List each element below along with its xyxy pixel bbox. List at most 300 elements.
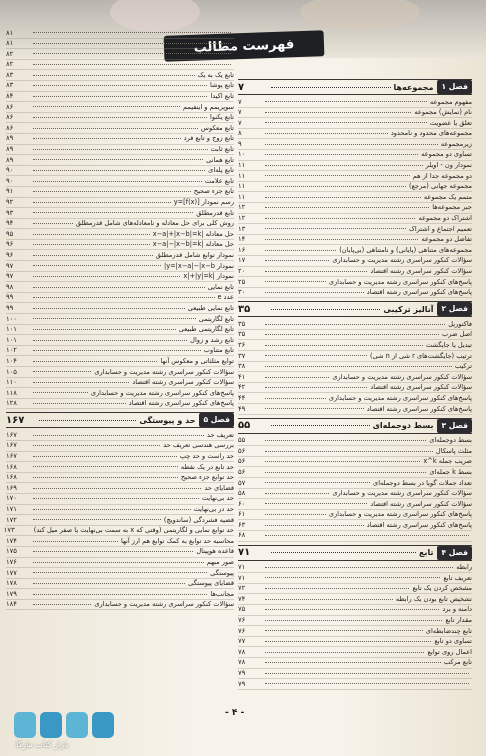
chapter-heading (238, 545, 472, 561)
entry-title: نمودار |x|+|y|=k (183, 272, 234, 281)
entry-page: ۴۲ (238, 383, 246, 392)
entry-title: اشتراک دو مجموعه (418, 214, 472, 223)
dot-leader (265, 207, 429, 208)
dot-leader (33, 318, 196, 319)
entry-title: نمودار ون - اویلر (425, 161, 472, 170)
toc-entry (6, 346, 234, 357)
toc-entry (238, 383, 472, 394)
entry-page: ۸۱ (6, 39, 14, 48)
toc-entry (6, 505, 234, 516)
toc-entry (6, 240, 234, 251)
toc-entry (238, 97, 472, 108)
dot-leader (265, 482, 370, 483)
entry-title: مفهوم مجموعه (430, 97, 472, 106)
entry-title: تعلق یا عضویت (429, 118, 472, 127)
dot-leader (33, 466, 178, 467)
entry-title: سؤالات کنکور سراسری رشته مدیریت و حسابداری (94, 367, 234, 376)
entry-title: مجموعه جهانی (مرجع) (408, 182, 472, 191)
toc-entry (238, 203, 472, 214)
entry-page: ۱۰۱ (6, 325, 17, 334)
entry-page: ۳۷ (238, 351, 246, 360)
header-decoration (300, 0, 420, 30)
dot-leader (33, 371, 91, 372)
dot-leader (33, 106, 180, 107)
entry-page: ۱۰۲ (6, 346, 17, 355)
dot-leader (265, 408, 364, 409)
entry-title: اعمال روی توابع (427, 647, 472, 656)
entry-page: ۱۷۹ (6, 589, 17, 598)
toc-entry (238, 330, 472, 341)
entry-title: سؤالات کنکور سراسری رشته مدیریت و حسابداری (332, 372, 472, 381)
entry-page: ۱۸۴ (6, 600, 17, 609)
dot-leader (33, 392, 88, 393)
toc-entry (238, 108, 472, 119)
entry-page: ۷ (238, 118, 242, 127)
entry-page: ۷۶ (238, 626, 246, 635)
toc-entry (238, 267, 472, 278)
entry-title: حد توابع نمایی و لگاریتمی (وقتی که x به سمت بی‌نهایت یا صفر میل کند) (33, 526, 234, 535)
dot-leader (265, 260, 329, 261)
entry-title: تابع زوج و تابع فرد (183, 134, 234, 143)
entry-title: مثلث پاسکال (435, 446, 472, 455)
entry-page: ۱۱ (238, 182, 246, 191)
entry-title: تعریف حد (207, 430, 234, 439)
dot-leader (33, 234, 150, 235)
toc-entry (6, 441, 234, 452)
toc-entry (6, 494, 234, 505)
entry-page: ۹۰ (6, 166, 14, 175)
entry-page: ۳۰ (238, 288, 246, 297)
dot-leader (265, 387, 367, 388)
entry-title: مشخص کردن یک تابع (412, 584, 472, 593)
entry-page: ۵۷ (238, 478, 246, 487)
chapter-heading (238, 418, 472, 434)
entry-page: ۷۵ (238, 605, 246, 614)
dot-leader (265, 641, 431, 642)
dot-leader (265, 271, 367, 272)
entry-title: تابع لگاریتمی طبیعی (178, 325, 234, 334)
entry-page: ۶۳ (238, 520, 246, 529)
toc-entry (6, 473, 234, 484)
toc-entry (6, 155, 234, 166)
toc-entry (6, 293, 234, 304)
toc-entry (6, 515, 234, 526)
entry-page: ۹۰ (6, 176, 14, 185)
dot-leader (33, 223, 73, 224)
toc-entry (6, 166, 234, 177)
entry-page: ۷۸ (238, 647, 246, 656)
toc-entry (238, 679, 472, 690)
entry-page: ۹۲ (6, 198, 14, 206)
entry-page: ۸۱ (6, 28, 14, 37)
entry-title: تابع نمایی طبیعی (187, 303, 234, 312)
toc-entry (6, 589, 234, 600)
toc-entry (6, 219, 234, 230)
dot-leader (265, 535, 469, 536)
entry-title: بسط k جمله‌ای (429, 467, 472, 476)
dot-leader (33, 128, 198, 129)
entry-page: ۱۴ (238, 235, 246, 244)
entry-page: ۸۳ (6, 81, 14, 90)
dot-leader (33, 96, 207, 97)
entry-title: سؤالات کنکور سراسری رشته مدیریت و حسابداری (332, 489, 472, 498)
dot-leader (33, 191, 191, 192)
dot-leader (265, 239, 418, 240)
dot-leader (265, 122, 427, 123)
toc-entry (238, 118, 472, 129)
toc-entry (6, 28, 234, 39)
entry-title: حد در بی‌نهایت (193, 505, 234, 514)
dot-leader (265, 451, 433, 452)
entry-page: ۹۸ (6, 282, 14, 291)
entry-title: بررسی هندسی تعریف حد (163, 441, 234, 450)
dot-leader (33, 509, 191, 510)
dot-leader (265, 662, 441, 663)
entry-page: ۷۴ (238, 594, 246, 603)
entry-title: تعمیم اجتماع و اشتراک (408, 224, 472, 233)
toc-entry (6, 388, 234, 399)
toc-entry (6, 536, 234, 547)
entry-page: ۳۸ (238, 362, 246, 371)
dot-leader (265, 250, 336, 251)
entry-title: سؤالات کنکور سراسری رشته مدیریت و حسابداری (94, 600, 234, 609)
toc-entry (6, 483, 234, 494)
entry-title: سؤالات کنکور سراسری رشته اقتصاد (370, 383, 472, 392)
dot-leader (33, 149, 208, 150)
entry-title: قاعده هوپیتال (196, 547, 234, 556)
entry-title: تابع یکنوا (210, 113, 234, 122)
dot-leader (33, 329, 176, 330)
chapter-tag: فصل ۱ (437, 80, 472, 94)
entry-page: ۹۷ (6, 261, 14, 270)
dot-leader (33, 265, 161, 266)
entry-page: ۱۰۴ (6, 356, 17, 365)
toc-entry (6, 272, 234, 283)
entry-title: سؤالات کنکور سراسری رشته اقتصاد (370, 267, 472, 275)
toc-entry (6, 452, 234, 463)
entry-title: سؤالات کنکور سراسری رشته اقتصاد (132, 378, 234, 387)
entry-page: ۳۶ (238, 340, 246, 349)
toc-entry (238, 594, 472, 605)
entry-title: تابع متناوب (203, 346, 234, 355)
entry-title: تابع لگاریتمی (198, 314, 234, 323)
entry-page: ۵۶ (238, 457, 246, 466)
toc-entry (238, 340, 472, 351)
toc-entry (238, 245, 472, 256)
entry-title: تابع جزء صحیح (193, 187, 234, 196)
entry-title: تابع یک به یک (197, 70, 234, 79)
dot-leader (33, 445, 160, 446)
entry-page: ۶۰ (238, 499, 246, 508)
toc-entry (238, 499, 472, 510)
dot-leader (33, 583, 185, 584)
entry-page: ۸۳ (6, 70, 14, 79)
dot-leader (33, 340, 187, 341)
entry-page: ۵۸ (238, 489, 246, 498)
entry-title: پاسخ‌های کنکور سراسری رشته اقتصاد (366, 288, 472, 297)
dot-leader (33, 255, 153, 256)
entry-page: ۸۹ (6, 155, 14, 164)
dot-leader (33, 276, 180, 277)
chapter-page: ۱۶۷ (6, 414, 25, 426)
entry-page: ۱۲ (238, 214, 246, 223)
entry-page: ۵۵ (238, 436, 246, 445)
entry-title: روش کلی برای حل معادله و نامعادله‌های شامل قدرمطلق (75, 219, 234, 228)
toc-entry (6, 229, 234, 240)
toc-entry (238, 467, 472, 478)
page-title: فهرست مطالب (164, 30, 325, 62)
dot-leader (265, 440, 426, 441)
entry-page: ۹۹ (6, 303, 14, 312)
toc-entry (6, 261, 234, 272)
dot-leader (265, 292, 364, 293)
entry-title: تابع چندضابطه‌ای (425, 626, 472, 635)
dot-leader (265, 503, 367, 504)
entry-title: مقدار تابع (445, 616, 472, 625)
toc-entry (238, 478, 472, 489)
publisher-logo (14, 712, 122, 754)
dot-leader (33, 361, 157, 362)
toc-entry (6, 39, 234, 50)
chapter-title: بسط دوجمله‌ای (372, 421, 434, 431)
entry-page: ۳۵ (238, 330, 246, 339)
dot-leader (33, 159, 203, 160)
dot-leader (265, 461, 420, 462)
entry-title: پاسخ‌های کنکور سراسری رشته مدیریت و حسابداری (328, 510, 472, 519)
entry-page: ۹۳ (6, 208, 14, 217)
dot-leader (33, 456, 177, 457)
entry-page: ۸ (238, 129, 242, 138)
entry-page: ۷۹ (238, 669, 246, 677)
entry-page: ۱۷۷ (6, 568, 17, 577)
entry-page: ۱۱۸ (6, 388, 17, 397)
entry-title: صور مبهم (206, 558, 234, 566)
entry-page: ۱۷۵ (6, 547, 17, 556)
entry-title: محاسبه حد توابع به کمک توابع هم ارز آنها (121, 536, 234, 545)
dot-leader (265, 281, 326, 282)
dot-leader (265, 398, 326, 399)
toc-entry (238, 510, 472, 521)
dot-leader (33, 244, 150, 245)
toc-entry (238, 404, 472, 415)
chapter-page: ۵۵ (238, 420, 251, 432)
entry-title: تابع رشد و زوال (190, 335, 234, 344)
toc-entry (238, 393, 472, 404)
entry-title: حد تابع در یک نقطه (180, 462, 234, 471)
dot-leader (33, 64, 231, 65)
entry-page: ۱۱ (238, 161, 246, 170)
toc-entry (6, 335, 234, 346)
entry-title: تابع ثابت (210, 145, 234, 154)
dot-leader (265, 652, 424, 653)
dot-leader (265, 112, 411, 113)
entry-page: ۸۶ (6, 102, 14, 111)
entry-page: ۹۵ (6, 229, 14, 238)
toc-entry (6, 123, 234, 134)
entry-title: تابع همانی (206, 155, 234, 164)
entry-page: ۸۹ (6, 134, 14, 143)
entry-page: ۶۸ (238, 531, 246, 540)
dot-leader (265, 609, 439, 610)
entry-title: پاسخ‌های کنکور سراسری رشته مدیریت و حسابداری (328, 393, 472, 402)
entry-page: ۱۶۸ (6, 462, 17, 471)
toc-entry (6, 134, 234, 145)
entry-title: تابع نمایی (207, 282, 234, 291)
toc-entry (6, 399, 234, 410)
chapter-page: ۷ (238, 81, 245, 93)
dot-leader (33, 382, 129, 383)
entry-page: ۶۱ (238, 510, 246, 519)
toc-right-column (238, 76, 472, 690)
entry-title: جبر مجموعه‌ها (432, 203, 472, 212)
dot-leader (265, 567, 453, 568)
entry-title: بسط دوجمله‌ای (429, 436, 472, 445)
entry-page: ۱۱۰ (6, 378, 17, 387)
dot-leader (265, 218, 415, 219)
entry-page: ۱۰۵ (6, 367, 17, 376)
dot-leader (33, 308, 185, 309)
entry-title: حل معادله |x−a|−|x−b|=k (152, 240, 234, 249)
toc-entry (238, 372, 472, 383)
entry-title: متمم یک مجموعه (423, 192, 472, 201)
entry-title: تابع پله‌ای (208, 166, 234, 175)
entry-page: ۴۱ (238, 372, 246, 381)
dot-leader (265, 588, 409, 589)
dot-leader (33, 53, 231, 54)
entry-title: سؤالات کنکور سراسری رشته اقتصاد (370, 499, 472, 508)
entry-page: ۸۶ (6, 123, 14, 132)
entry-title: نمودار توابع شامل قدرمطلق (155, 250, 234, 259)
entry-page: ۱۷۶ (6, 558, 17, 566)
dot-leader (33, 350, 201, 351)
entry-page: ۷۱ (238, 563, 246, 572)
entry-title: تعریف تابع (443, 573, 472, 582)
page-number: - ۴ - (225, 708, 245, 718)
toc-entry (6, 60, 234, 71)
toc-entry (238, 351, 472, 362)
toc-entry (6, 113, 234, 124)
dot-leader (265, 186, 406, 187)
entry-page: ۳۵ (238, 319, 246, 328)
entry-page: ۹۶ (6, 250, 14, 259)
toc-entry (6, 250, 234, 261)
entry-title: رسم نمودار y=[f(x)] (173, 198, 234, 206)
dot-leader (33, 117, 207, 118)
entry-page: ۴۴ (238, 393, 246, 402)
entry-page: ۲۰ (238, 267, 246, 275)
entry-title: سؤالات کنکور سراسری رشته مدیریت و حسابداری (332, 256, 472, 265)
chapter-title: آنالیز ترکیبی (383, 304, 434, 314)
toc-entry (238, 520, 472, 531)
dot-leader (33, 297, 215, 298)
dot-leader (265, 324, 445, 325)
dot-leader (33, 212, 193, 213)
entry-title: پاسخ‌های کنکور سراسری رشته اقتصاد (366, 520, 472, 529)
dot-leader (33, 43, 231, 44)
entry-title: قضایای حد (204, 483, 234, 492)
entry-page: ۸۶ (6, 113, 14, 122)
toc-entry (6, 92, 234, 103)
entry-page: ۱۰۰ (6, 314, 17, 323)
entry-page: ۱۶۷ (6, 441, 17, 450)
toc-entry (6, 282, 234, 293)
dot-leader (33, 498, 199, 499)
toc-entry (238, 256, 472, 267)
toc-entry (6, 314, 234, 325)
chapter-tag: فصل ۵ (199, 413, 234, 427)
toc-entry (238, 457, 472, 468)
entry-title: ترکیب (454, 362, 472, 371)
chapter-page: ۳۵ (238, 303, 251, 315)
dot-leader (265, 630, 423, 631)
chapter-title: حد و پیوستگی (139, 415, 196, 425)
entry-title: تابع پوشا (209, 81, 234, 90)
entry-title: قضایای پیوستگی (188, 579, 234, 588)
toc-left-column (3, 28, 234, 610)
toc-entry (6, 600, 234, 611)
toc-entry (6, 568, 234, 579)
entry-page: ۷ (238, 97, 242, 106)
toc-entry (238, 531, 472, 542)
chapter-title: مجموعه‌ها (393, 82, 434, 92)
toc-entry (6, 325, 234, 336)
toc-entry (6, 81, 234, 92)
dot-leader (33, 488, 201, 489)
toc-entry (6, 462, 234, 473)
entry-title: پیوستگی (210, 568, 234, 577)
dot-leader (265, 377, 329, 378)
toc-entry (238, 436, 472, 447)
entry-page: ۱۰۱ (6, 335, 17, 344)
dot-leader (33, 562, 204, 563)
dot-leader (265, 620, 442, 621)
entry-title: مجموعه‌های محدود و نامحدود (390, 129, 472, 138)
toc-entry (238, 489, 472, 500)
chapter-tag: فصل ۴ (437, 546, 472, 560)
toc-entry (6, 378, 234, 389)
dot-leader (265, 493, 329, 494)
entry-title: نام (نمایش) مجموعه (414, 108, 472, 117)
entry-page: ۱۷۸ (6, 579, 17, 588)
entry-title: تابع معکوس (200, 123, 234, 132)
toc-entry (238, 139, 472, 150)
toc-entry (238, 647, 472, 658)
entry-page: ۱۶۹ (6, 483, 17, 492)
chapter-tag: فصل ۳ (437, 419, 472, 433)
entry-title: تابع علامت (204, 176, 234, 185)
entry-title: ضریب جمله x^k (423, 457, 472, 466)
entry-title: تابع اکیدا (210, 92, 234, 101)
entry-page: ۹۴ (6, 219, 14, 228)
entry-title: پاسخ‌های کنکور سراسری رشته مدیریت و حسابداری (328, 277, 472, 286)
toc-entry (6, 367, 234, 378)
toc-entry (6, 303, 234, 314)
entry-title: تبدیل یا جایگشت (425, 340, 472, 349)
entry-page: ۸۹ (6, 145, 14, 154)
entry-page: ۹۹ (6, 293, 14, 302)
dot-leader (265, 345, 423, 346)
toc-entry (6, 49, 234, 60)
dot-leader (265, 673, 469, 674)
toc-entry (238, 277, 472, 288)
toc-entry (6, 579, 234, 590)
entry-title: اصل ضرب (442, 330, 472, 339)
entry-page: ۱۷ (238, 256, 246, 265)
chapter-heading (238, 79, 472, 95)
entry-page: ۱۲۸ (6, 399, 17, 408)
entry-page: ۵۶ (238, 467, 246, 476)
dot-leader (265, 683, 469, 684)
